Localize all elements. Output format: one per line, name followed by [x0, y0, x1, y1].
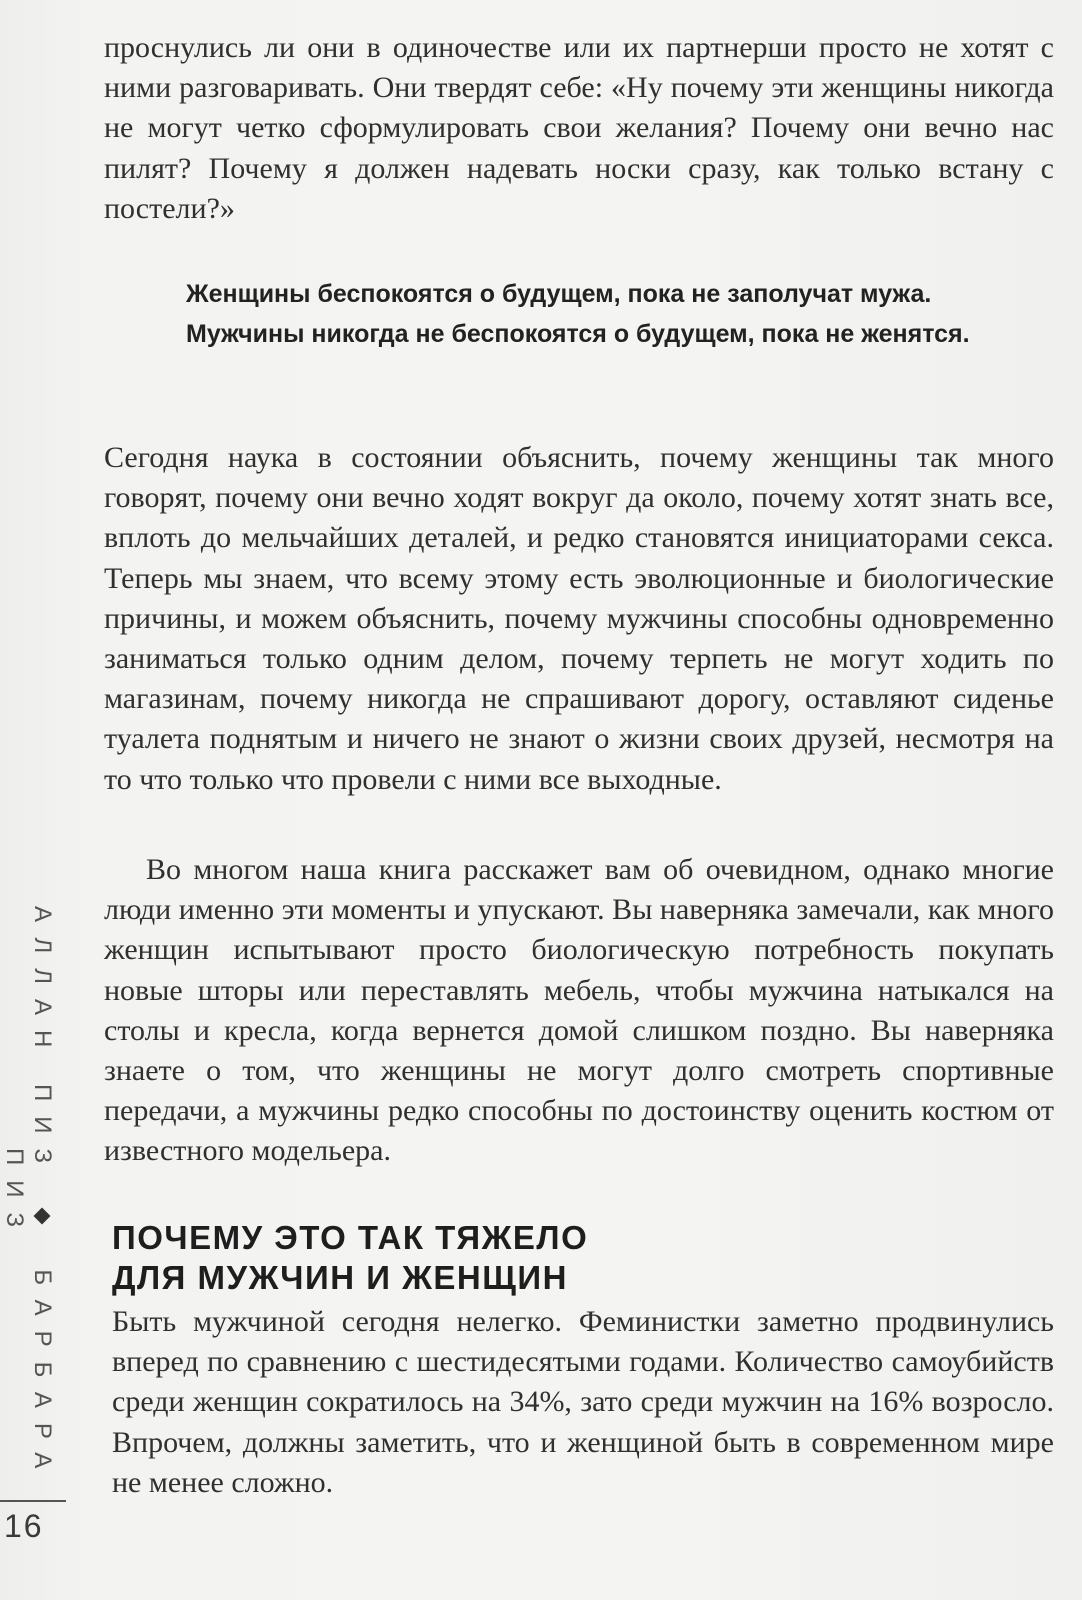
section-heading-line-1: ПОЧЕМУ ЭТО ТАК ТЯЖЕЛО	[112, 1219, 589, 1256]
running-head	[1, 900, 56, 1490]
paragraph-4: Быть мужчиной сегодня нелегко. Феминистки заметно продвинулись вперед по сравнению с шестидесятыми годами. Количество самоубийств среди женщин сократилось на 34%, зато среди мужчин на 16% возросло. Впрочем, должны заметить, что и женщиной быть в современном мире не менее сложно.	[112, 1305, 1054, 1499]
paragraph-1: проснулись ли они в одиночестве или их партнерши просто не хотят с ними разговаривать. Они твердят себе: «Ну почему эти женщины никогда не могут четко сформулировать свои желания? Почему они вечно нас пилят? Почему я должен надевать носки сразу, как только встану с постели?»	[104, 31, 1054, 225]
running-head-author-2: БАРБАРА ПИЗ	[1, 1148, 56, 1484]
page-number-rule	[0, 1500, 66, 1502]
paragraph-3: Во многом наша книга расскажет вам об очевидном, однако многие люди именно эти моменты и упускают. Вы наверняка замечали, как много женщин испытывают просто биологическую потребность покупать новые шторы или переставлять мебель, чтобы мужчина натыкался на столы и кресла, когда вернется домой слишком поздно. Вы наверняка знаете о том, что женщины не могут долго смотреть спортивные передачи, а мужчины редко способны по достоинству оценить костюм от известного модельера.	[104, 853, 1054, 1168]
page-number: 16	[4, 1508, 44, 1544]
section-heading-line-2: ДЛЯ МУЖЧИН И ЖЕНЩИН	[112, 1259, 568, 1296]
running-head-author-1: АЛЛАН ПИЗ	[29, 906, 56, 1179]
pull-quote: Женщины беспокоятся о будущем, пока не заполучат мужа. Мужчины никогда не беспокоятся о будущем, пока не женятся.	[186, 280, 970, 348]
paragraph-2: Сегодня наука в состоянии объяснить, почему женщины так много говорят, почему они вечно ходят вокруг да около, почему хотят знать все, вплоть до мельчайших деталей, и редко становятся инициаторами секса. Теперь мы знаем, что всему этому есть эволюционные и биологические причины, и можем объяснить, почему мужчины способны одновременно заниматься только одним делом, почему терпеть не могут ходить по магазинам, почему никогда не спрашивают дорогу, оставляют сиденье туалета поднятым и ничего не знают о жизни своих друзей, несмотря на то что только что провели с ними все выходные.	[104, 441, 1054, 796]
diamond-separator-icon	[34, 1208, 51, 1225]
section-heading	[112, 1218, 1012, 1298]
